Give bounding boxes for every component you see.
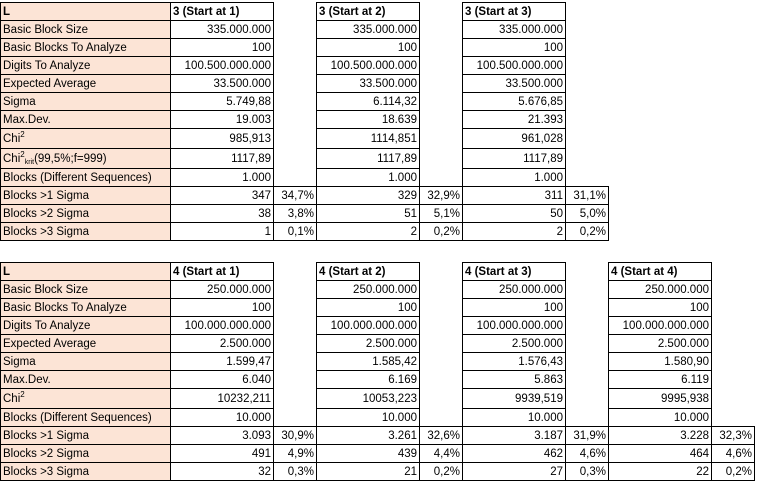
row-label[interactable]: Blocks >2 Sigma — [0, 204, 171, 223]
row-label[interactable]: Max.Dev. — [0, 110, 171, 129]
value-cell[interactable]: 491 — [170, 444, 274, 463]
row-label[interactable]: Sigma — [0, 352, 171, 371]
value-cell[interactable]: 1 — [170, 222, 274, 241]
value-cell[interactable]: 462 — [462, 444, 566, 463]
value-cell[interactable]: 3.093 — [170, 426, 274, 445]
value-cell[interactable]: 6.119 — [608, 370, 712, 389]
value-cell[interactable]: 10.000 — [170, 408, 274, 427]
value-cell[interactable]: 250.000.000 — [170, 280, 274, 299]
value-cell[interactable]: 1.576,43 — [462, 352, 566, 371]
value-cell[interactable]: 5.863 — [462, 370, 566, 389]
group-header[interactable]: 4 (Start at 2) — [316, 262, 420, 281]
value-cell[interactable]: 250.000.000 — [608, 280, 712, 299]
value-cell[interactable]: 1117,89 — [316, 148, 420, 169]
value-cell[interactable]: 347 — [170, 186, 274, 205]
row-label[interactable]: Digits To Analyze — [0, 56, 171, 75]
percent-cell[interactable]: 34,7% — [273, 186, 317, 205]
percent-cell[interactable]: 4,4% — [419, 444, 463, 463]
row-label[interactable]: Basic Blocks To Analyze — [0, 38, 171, 57]
percent-cell[interactable]: 4,6% — [711, 444, 755, 463]
row-label[interactable]: Max.Dev. — [0, 370, 171, 389]
group-header[interactable]: 4 (Start at 4) — [608, 262, 712, 281]
chi-krit-params: (99,5%;f=999) — [34, 153, 107, 165]
percent-cell[interactable]: 0,2% — [711, 462, 755, 481]
percent-cell[interactable]: 4,9% — [273, 444, 317, 463]
value-cell[interactable]: 38 — [170, 204, 274, 223]
value-cell[interactable]: 22 — [608, 462, 712, 481]
value-cell[interactable]: 100 — [316, 38, 420, 57]
value-cell[interactable]: 5.676,85 — [462, 92, 566, 111]
value-cell[interactable]: 2.500.000 — [608, 334, 712, 353]
value-cell[interactable]: 100.500.000.000 — [316, 56, 420, 75]
row-label[interactable]: Expected Average — [0, 74, 171, 93]
group-header[interactable]: 4 (Start at 1) — [170, 262, 274, 281]
value-cell[interactable]: 1.000 — [462, 168, 566, 187]
value-cell[interactable]: 2 — [462, 222, 566, 241]
value-cell[interactable]: 464 — [608, 444, 712, 463]
row-label[interactable]: Blocks >2 Sigma — [0, 444, 171, 463]
value-cell[interactable]: 100 — [462, 298, 566, 317]
value-cell[interactable]: 100 — [316, 298, 420, 317]
value-cell[interactable]: 1.580,90 — [608, 352, 712, 371]
value-cell[interactable]: 2.500.000 — [462, 334, 566, 353]
group-header[interactable]: 3 (Start at 2) — [316, 2, 420, 21]
row-label[interactable] — [0, 148, 171, 169]
corner-cell[interactable]: L — [0, 2, 171, 21]
value-cell[interactable]: 32 — [170, 462, 274, 481]
value-cell[interactable]: 335.000.000 — [316, 20, 420, 39]
chi-superscript: 2 — [20, 390, 25, 399]
value-cell[interactable]: 9995,938 — [608, 388, 712, 409]
value-cell[interactable]: 33.500.000 — [316, 74, 420, 93]
value-cell[interactable]: 100.000.000.000 — [316, 316, 420, 335]
percent-cell[interactable]: 32,6% — [419, 426, 463, 445]
value-cell[interactable]: 985,913 — [170, 128, 274, 149]
percent-cell[interactable]: 31,9% — [565, 426, 609, 445]
value-cell[interactable]: 19.003 — [170, 110, 274, 129]
value-cell[interactable]: 6.114,32 — [316, 92, 420, 111]
row-label[interactable]: Expected Average — [0, 334, 171, 353]
percent-cell[interactable]: 0,3% — [273, 462, 317, 481]
percent-cell[interactable]: 4,6% — [565, 444, 609, 463]
percent-cell[interactable]: 31,1% — [565, 186, 609, 205]
value-cell[interactable]: 27 — [462, 462, 566, 481]
percent-cell[interactable]: 32,3% — [711, 426, 755, 445]
value-cell[interactable]: 100.000.000.000 — [462, 316, 566, 335]
percent-cell[interactable]: 5,0% — [565, 204, 609, 223]
chi-label-text: Chi — [3, 133, 21, 145]
value-cell[interactable]: 10232,211 — [170, 388, 274, 409]
value-cell[interactable]: 5.749,88 — [170, 92, 274, 111]
value-cell[interactable]: 50 — [462, 204, 566, 223]
percent-cell[interactable]: 0,2% — [565, 222, 609, 241]
row-label[interactable]: Basic Block Size — [0, 20, 171, 39]
value-cell[interactable]: 1114,851 — [316, 128, 420, 149]
percent-cell[interactable]: 0,2% — [419, 462, 463, 481]
value-cell[interactable]: 1.599,47 — [170, 352, 274, 371]
percent-cell[interactable]: 0,3% — [565, 462, 609, 481]
chi-superscript: 2 — [20, 150, 25, 159]
value-cell[interactable]: 10.000 — [316, 408, 420, 427]
percent-cell[interactable]: 5,1% — [419, 204, 463, 223]
value-cell[interactable]: 961,028 — [462, 128, 566, 149]
value-cell[interactable]: 100.000.000.000 — [170, 316, 274, 335]
group-header[interactable]: 3 (Start at 3) — [462, 2, 566, 21]
value-cell[interactable]: 329 — [316, 186, 420, 205]
value-cell[interactable]: 100 — [462, 38, 566, 57]
value-cell[interactable]: 9939,519 — [462, 388, 566, 409]
percent-cell[interactable]: 0,2% — [419, 222, 463, 241]
value-cell[interactable]: 21 — [316, 462, 420, 481]
value-cell[interactable]: 311 — [462, 186, 566, 205]
value-cell[interactable]: 33.500.000 — [170, 74, 274, 93]
value-cell[interactable]: 100 — [170, 38, 274, 57]
row-label[interactable]: Blocks >3 Sigma — [0, 462, 171, 481]
row-label[interactable] — [0, 128, 171, 149]
value-cell[interactable]: 3.261 — [316, 426, 420, 445]
value-cell[interactable]: 2 — [316, 222, 420, 241]
percent-cell[interactable]: 30,9% — [273, 426, 317, 445]
value-cell[interactable]: 335.000.000 — [462, 20, 566, 39]
value-cell[interactable]: 100.000.000.000 — [608, 316, 712, 335]
value-cell[interactable]: 10053,223 — [316, 388, 420, 409]
row-label[interactable]: Basic Block Size — [0, 280, 171, 299]
value-cell[interactable]: 1.585,42 — [316, 352, 420, 371]
row-label[interactable] — [0, 388, 171, 409]
percent-cell[interactable]: 32,9% — [419, 186, 463, 205]
value-cell[interactable]: 6.040 — [170, 370, 274, 389]
value-cell[interactable]: 1.000 — [316, 168, 420, 187]
value-cell[interactable]: 335.000.000 — [170, 20, 274, 39]
value-cell[interactable]: 21.393 — [462, 110, 566, 129]
value-cell[interactable]: 10.000 — [608, 408, 712, 427]
chi-krit-subscript: krit — [24, 159, 35, 166]
chi-label-text: Chi — [3, 153, 21, 165]
row-label[interactable]: Blocks (Different Sequences) — [0, 168, 171, 187]
value-cell[interactable]: 3.187 — [462, 426, 566, 445]
value-cell[interactable]: 6.169 — [316, 370, 420, 389]
row-label[interactable]: Basic Blocks To Analyze — [0, 298, 171, 317]
row-label[interactable]: Sigma — [0, 92, 171, 111]
percent-cell[interactable]: 3,8% — [273, 204, 317, 223]
value-cell[interactable]: 100.500.000.000 — [170, 56, 274, 75]
value-cell[interactable]: 3.228 — [608, 426, 712, 445]
row-label[interactable]: Blocks >3 Sigma — [0, 222, 171, 241]
value-cell[interactable]: 18.639 — [316, 110, 420, 129]
row-label[interactable]: Blocks >1 Sigma — [0, 426, 171, 445]
value-cell[interactable]: 2.500.000 — [170, 334, 274, 353]
value-cell[interactable]: 100 — [170, 298, 274, 317]
chi-superscript: 2 — [20, 130, 25, 139]
row-label[interactable]: Blocks >1 Sigma — [0, 186, 171, 205]
value-cell[interactable]: 250.000.000 — [462, 280, 566, 299]
corner-cell[interactable]: L — [0, 262, 171, 281]
row-label[interactable]: Digits To Analyze — [0, 316, 171, 335]
percent-cell[interactable]: 0,1% — [273, 222, 317, 241]
value-cell[interactable]: 1.000 — [170, 168, 274, 187]
value-cell[interactable]: 1117,89 — [170, 148, 274, 169]
chi-label-text: Chi — [3, 393, 21, 405]
group-header[interactable]: 4 (Start at 3) — [462, 262, 566, 281]
group-header[interactable]: 3 (Start at 1) — [170, 2, 274, 21]
value-cell[interactable]: 10.000 — [462, 408, 566, 427]
value-cell[interactable]: 250.000.000 — [316, 280, 420, 299]
value-cell[interactable]: 439 — [316, 444, 420, 463]
value-cell[interactable]: 1117,89 — [462, 148, 566, 169]
value-cell[interactable]: 100 — [608, 298, 712, 317]
value-cell[interactable]: 33.500.000 — [462, 74, 566, 93]
value-cell[interactable]: 51 — [316, 204, 420, 223]
value-cell[interactable]: 2.500.000 — [316, 334, 420, 353]
row-label[interactable]: Blocks (Different Sequences) — [0, 408, 171, 427]
value-cell[interactable]: 100.500.000.000 — [462, 56, 566, 75]
